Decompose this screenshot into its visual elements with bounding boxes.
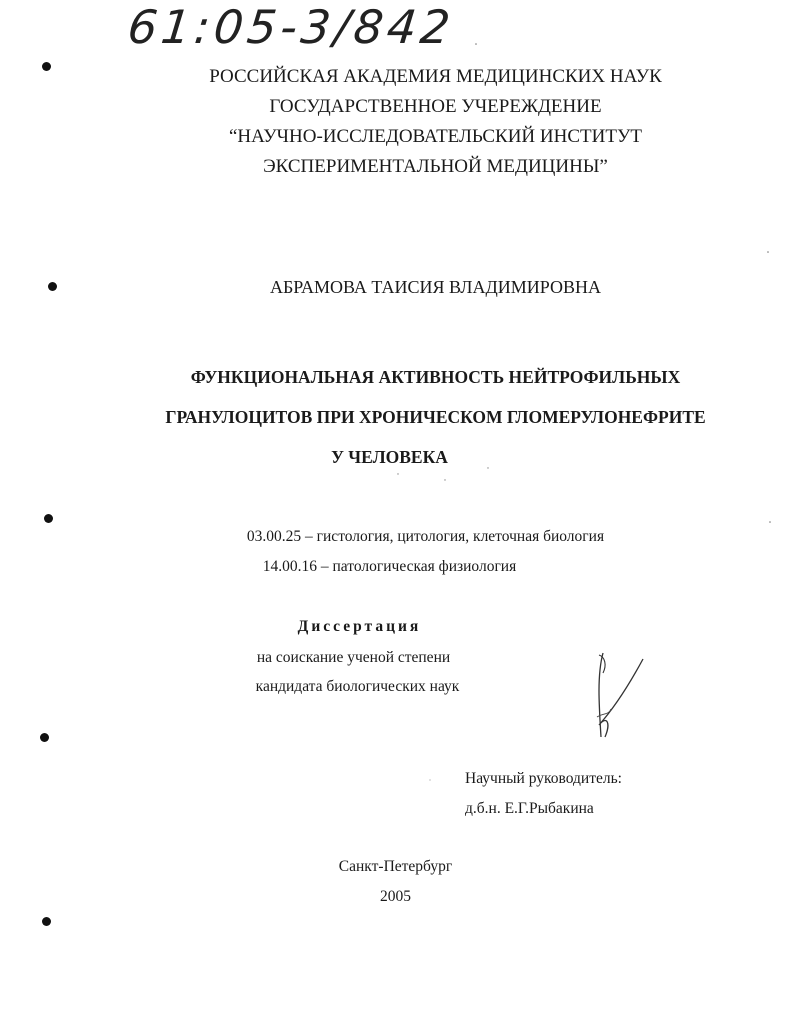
degree-line-1: на соискание ученой степени xyxy=(256,649,451,666)
author-name: АБРАМОВА ТАИСИЯ ВЛАДИМИРОВНА xyxy=(269,277,602,297)
title-line-3: У ЧЕЛОВЕКА xyxy=(331,447,448,467)
specialty-line-1: 03.00.25 – гистология, цитология, клеточная биология xyxy=(246,528,605,545)
institution-line-4: ЭКСПЕРИМЕНТАЛЬНОЙ МЕДИЦИНЫ” xyxy=(263,156,608,177)
institution-line-1: РОССИЙСКАЯ АКАДЕМИЯ МЕДИЦИНСКИХ НАУК xyxy=(209,66,662,87)
handwritten-archive-number: 61:05-3/842 xyxy=(125,0,457,54)
city: Санкт-Петербург xyxy=(338,858,453,875)
supervisor-name: д.б.н. Е.Г.Рыбакина xyxy=(465,800,594,817)
year: 2005 xyxy=(380,888,411,905)
title-line-1: ФУНКЦИОНАЛЬНАЯ АКТИВНОСТЬ НЕЙТРОФИЛЬНЫХ xyxy=(190,367,681,387)
institution-line-2: ГОСУДАРСТВЕННОЕ УЧЕРЕЖДЕНИЕ xyxy=(269,96,602,117)
specialty-line-2: 14.00.16 – патологическая физиология xyxy=(262,558,517,575)
degree-heading: Диссертация xyxy=(297,618,422,635)
degree-line-2: кандидата биологических наук xyxy=(255,678,460,695)
title-line-2: ГРАНУЛОЦИТОВ ПРИ ХРОНИЧЕСКОМ ГЛОМЕРУЛОНЕФРИТЕ xyxy=(165,407,706,427)
supervisor-label: Научный руководитель: xyxy=(465,770,622,787)
institution-line-3: “НАУЧНО-ИССЛЕДОВАТЕЛЬСКИЙ ИНСТИТУТ xyxy=(229,126,642,147)
